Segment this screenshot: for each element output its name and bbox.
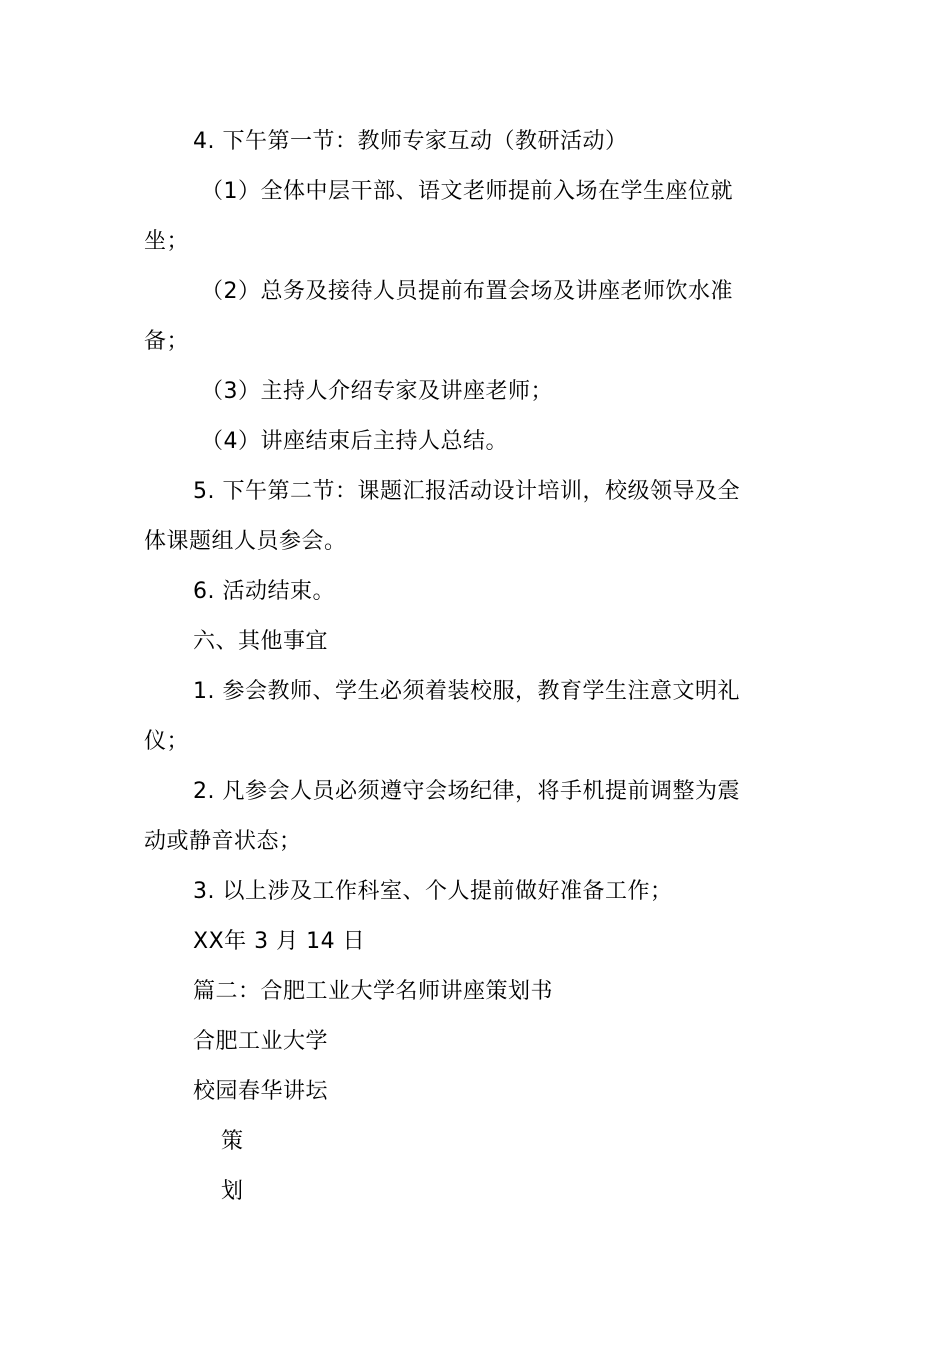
part-two-title: 篇二：合肥工业大学名师讲座策划书	[193, 979, 554, 1004]
forum-name: 校园春华讲坛	[193, 1079, 329, 1104]
item-6: 6. 活动结束。	[193, 579, 335, 604]
item-5-line-1: 5. 下午第二节：课题汇报活动设计培训，校级领导及全	[193, 479, 740, 504]
other-item-1-line-1: 1. 参会教师、学生必须着装校服，教育学生注意文明礼	[193, 679, 740, 704]
university-name: 合肥工业大学	[193, 1029, 329, 1054]
section-heading-other-matters: 六、其他事宜	[193, 629, 329, 654]
item-4-sub-2-line-1: （2）总务及接待人员提前布置会场及讲座老师饮水准	[201, 279, 733, 304]
planning-char-1: 策	[221, 1129, 244, 1154]
item-4-sub-1-line-1: （1）全体中层干部、语文老师提前入场在学生座位就	[201, 179, 733, 204]
other-item-3: 3. 以上涉及工作科室、个人提前做好准备工作；	[193, 879, 673, 904]
other-item-1-line-2: 仪；	[144, 729, 190, 754]
item-4-afternoon-first-session: 4. 下午第一节：教师专家互动（教研活动）	[193, 129, 628, 154]
item-4-sub-4: （4）讲座结束后主持人总结。	[201, 429, 508, 454]
item-5-line-2: 体课题组人员参会。	[144, 529, 347, 554]
other-item-2-line-1: 2. 凡参会人员必须遵守会场纪律，将手机提前调整为震	[193, 779, 740, 804]
other-item-2-line-2: 动或静音状态；	[144, 829, 302, 854]
planning-char-2: 划	[221, 1179, 244, 1204]
item-4-sub-3: （3）主持人介绍专家及讲座老师；	[201, 379, 553, 404]
item-4-sub-1-line-2: 坐；	[144, 229, 190, 254]
item-4-sub-2-line-2: 备；	[144, 329, 190, 354]
document-date: XX年 3 月 14 日	[193, 929, 366, 954]
